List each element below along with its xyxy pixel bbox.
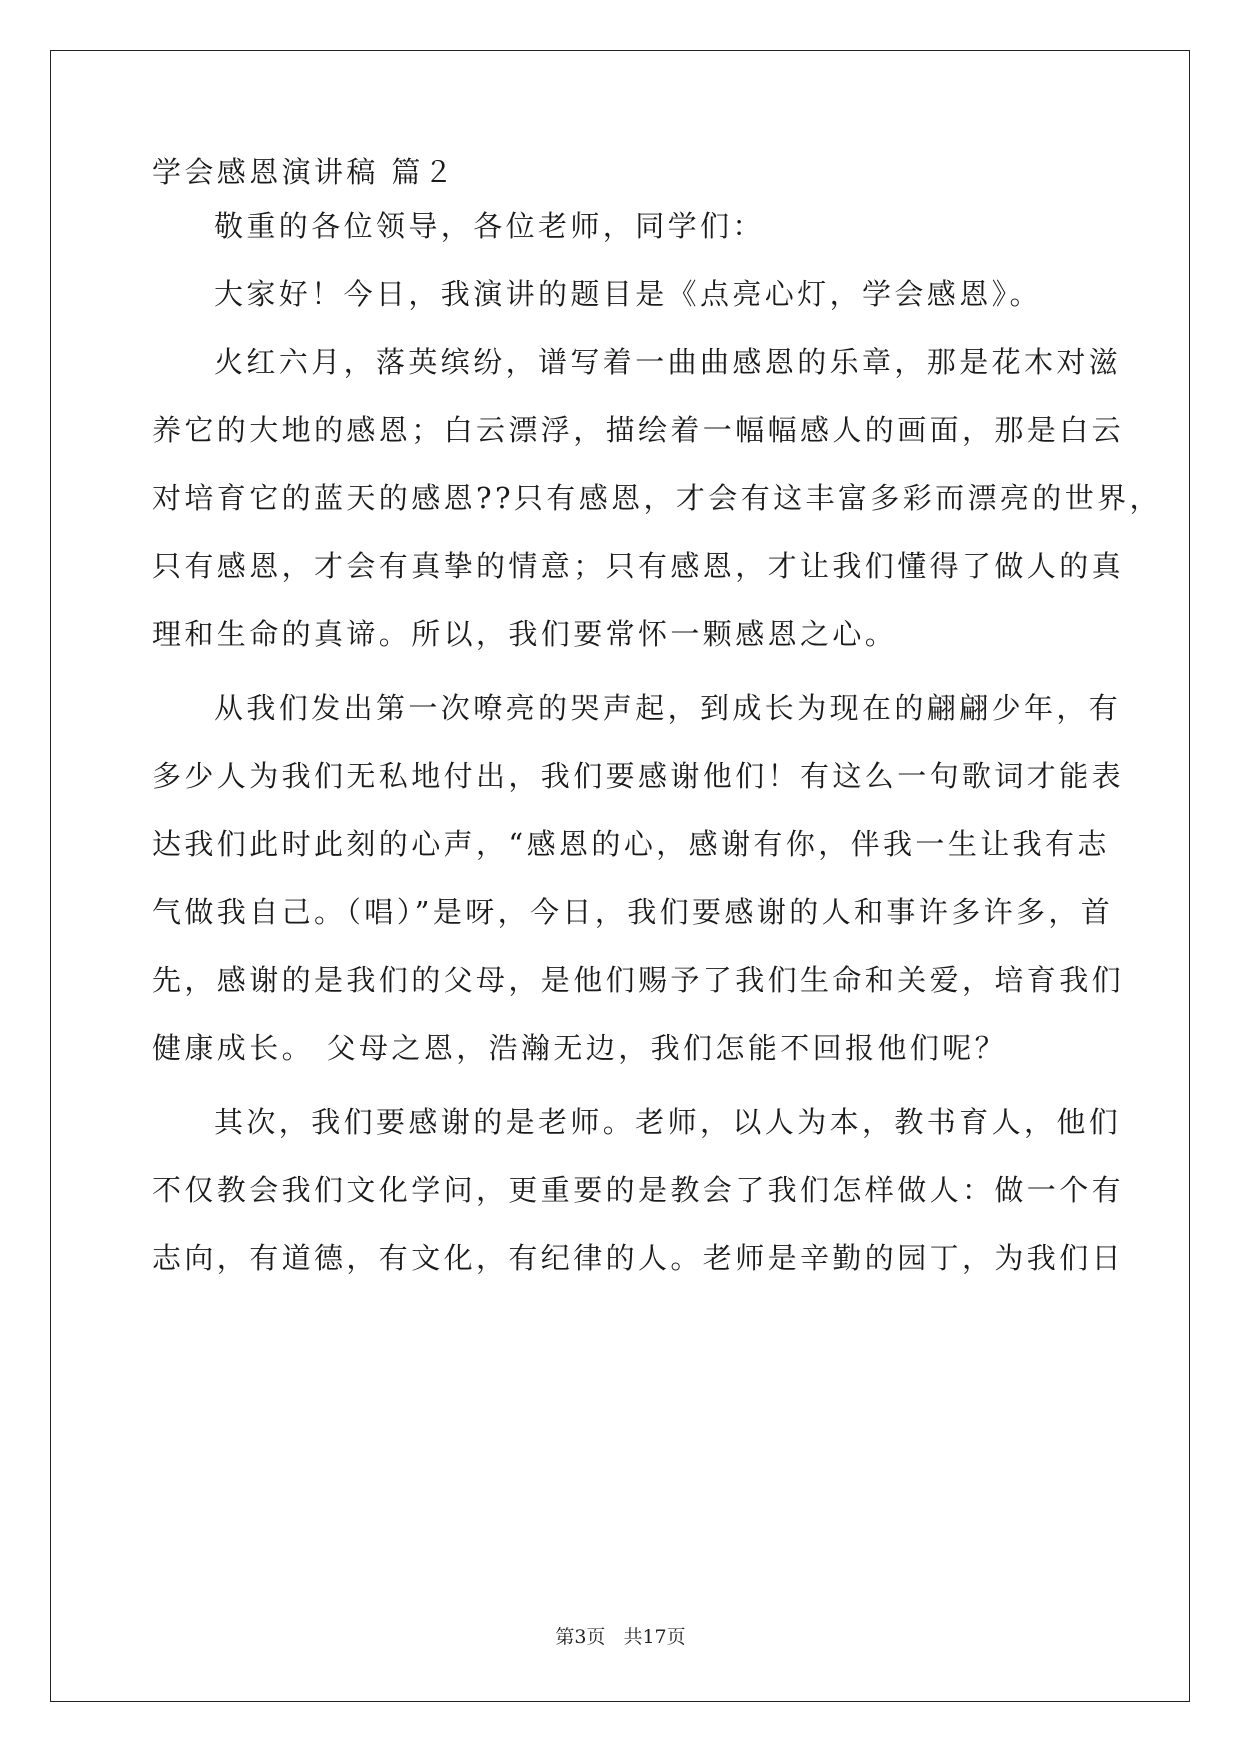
paragraph-line: 对培育它的蓝天的感恩??只有感恩，才会有这丰富多彩而漂亮的世界， — [152, 481, 1162, 515]
paragraph-line: 只有感恩，才会有真挚的情意；只有感恩，才让我们懂得了做人的真 — [152, 549, 1125, 583]
paragraph-line: 志向，有道德，有文化，有纪律的人。老师是辛勤的园丁，为我们日 — [152, 1241, 1125, 1275]
paragraph-line: 气做我自己。（唱）”是呀，今日，我们要感谢的人和事许多许多，首 — [152, 895, 1114, 929]
document-title: 学会感恩演讲稿 篇２ — [152, 155, 457, 189]
paragraph-line: 养它的大地的感恩；白云漂浮，描绘着一幅幅感人的画面，那是白云 — [152, 413, 1125, 447]
paragraph-line: 理和生命的真谛。所以，我们要常怀一颗感恩之心。 — [152, 617, 898, 651]
paragraph-line: 敬重的各位领导，各位老师，同学们： — [214, 209, 765, 243]
paragraph-line: 从我们发出第一次嘹亮的哭声起，到成长为现在的翩翩少年，有 — [214, 691, 1122, 725]
paragraph-line: 多少人为我们无私地付出，我们要感谢他们！有这么一句歌词才能表 — [152, 759, 1125, 793]
paragraph-line: 先，感谢的是我们的父母，是他们赐予了我们生命和关爱，培育我们 — [152, 963, 1125, 997]
paragraph-line: 其次，我们要感谢的是老师。老师，以人为本，教书育人，他们 — [214, 1105, 1122, 1139]
page-number: 第3页 — [555, 1626, 606, 1648]
paragraph-line: 达我们此时此刻的心声，“感恩的心，感谢有你，伴我一生让我有志 — [152, 827, 1110, 861]
paragraph-line: 大家好！今日，我演讲的题目是《点亮心灯，学会感恩》。 — [214, 277, 1042, 311]
page-total: 共17页 — [623, 1626, 686, 1648]
paragraph-line: 健康成长。 父母之恩，浩瀚无边，我们怎能不回报他们呢？ — [152, 1031, 1008, 1065]
page-footer — [0, 1622, 1241, 1649]
paragraph-line: 火红六月，落英缤纷，谱写着一曲曲感恩的乐章，那是花木对滋 — [214, 345, 1122, 379]
paragraph-line: 不仅教会我们文化学问，更重要的是教会了我们怎样做人：做一个有 — [152, 1173, 1125, 1207]
